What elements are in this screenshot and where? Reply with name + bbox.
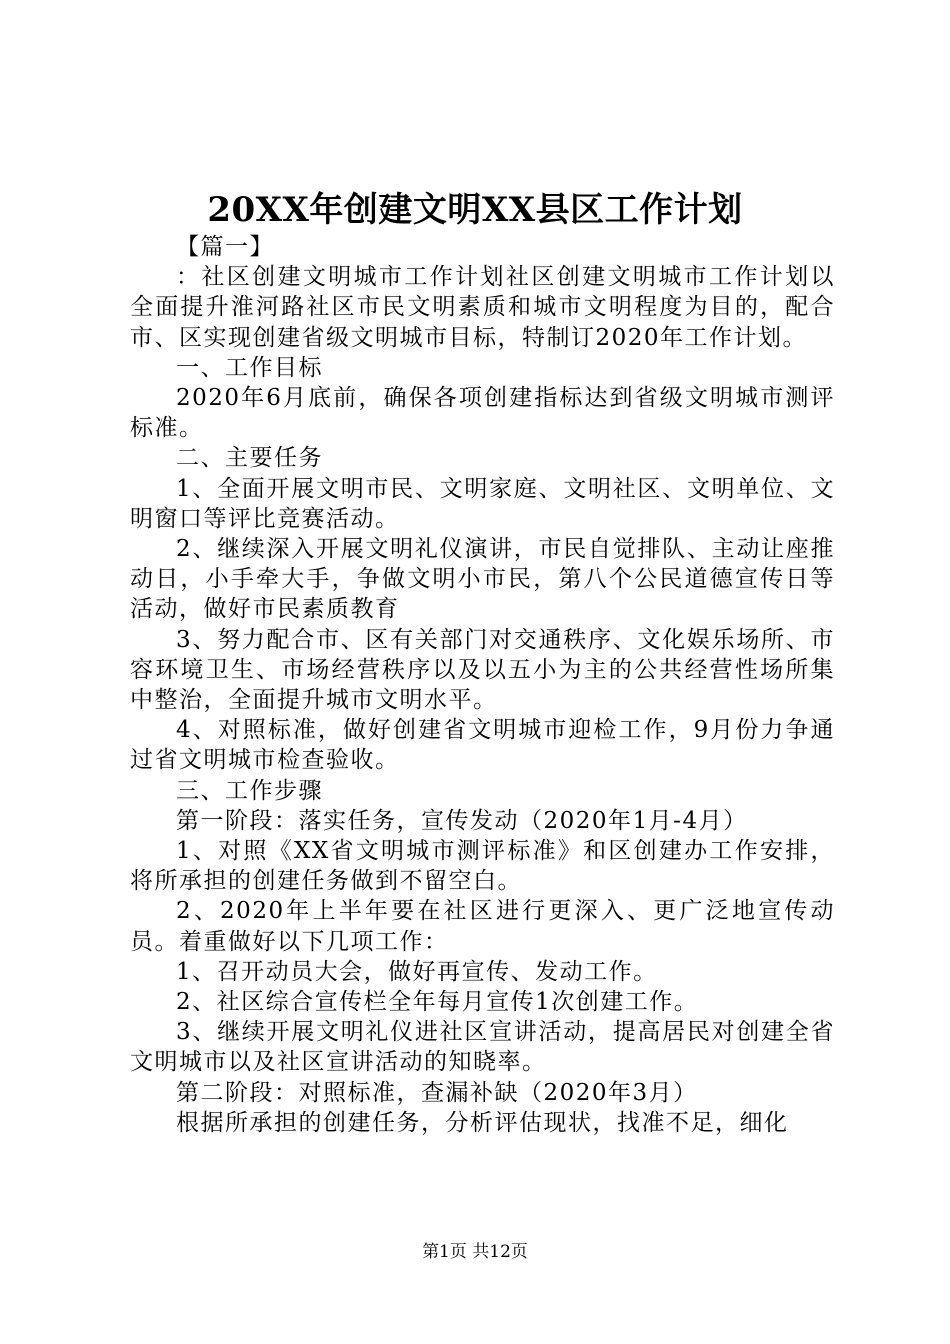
- paragraph-task-2: 2、继续深入开展文明礼仪演讲，市民自觉排队、主动让座推动日，小手牵大手，争做文明小市民，第八个公民道德宣传日等活动，做好市民素质教育: [130, 536, 835, 623]
- paragraph-stage-1-item-2: 2、2020年上半年要在社区进行更深入、更广泛地宣传动员。着重做好以下几项工作：: [130, 898, 835, 955]
- page-number-footer: 第1页 共12页: [422, 1242, 528, 1262]
- document-body: [130, 232, 835, 1138]
- paragraph-goal: 2020年6月底前，确保各项创建指标达到省级文明城市测评标准。: [130, 385, 835, 442]
- paragraph-intro: ：社区创建文明城市工作计划社区创建文明城市工作计划以全面提升淮河路社区市民文明素质和城市文明程度为目的，配合市、区实现创建省级文明城市目标，特制订2020年工作计划。: [130, 264, 835, 351]
- paragraph-stage-1: 第一阶段：落实任务，宣传发动（2020年1月-4月）: [176, 807, 748, 834]
- paragraph-section-label: 【篇一】: [176, 234, 274, 260]
- heading-work-goals: 一、工作目标: [176, 354, 323, 381]
- heading-main-tasks: 二、主要任务: [176, 445, 323, 472]
- heading-work-steps: 三、工作步骤: [176, 777, 323, 804]
- paragraph-sub-item-1: 1、召开动员大会，做好再宣传、发动工作。: [176, 958, 658, 985]
- paragraph-task-3: 3、努力配合市、区有关部门对交通秩序、文化娱乐场所、市容环境卫生、市场经营秩序以及以五小为主的公共经营性场所集中整治，全面提升城市文明水平。: [130, 626, 835, 714]
- paragraph-task-1: 1、全面开展文明市民、文明家庭、文明社区、文明单位、文明窗口等评比竞赛活动。: [130, 475, 835, 532]
- paragraph-sub-item-3: 3、继续开展文明礼仪进社区宣讲活动，提高居民对创建全省文明城市以及社区宣讲活动的知晓率。: [130, 1019, 835, 1076]
- paragraph-task-4: 4、对照标准，做好创建省文明城市迎检工作，9月份力争通过省文明城市检查验收。: [130, 717, 835, 774]
- paragraph-stage-1-item-1: 1、对照《XX省文明城市测评标准》和区创建办工作安排，将所承担的创建任务做到不留空白。: [130, 838, 835, 895]
- paragraph-sub-item-2: 2、社区综合宣传栏全年每月宣传1次创建工作。: [176, 989, 699, 1016]
- paragraph-stage-2: 第二阶段：对照标准，查漏补缺（2020年3月）: [176, 1079, 698, 1106]
- paragraph-stage-2-text: 根据所承担的创建任务，分析评估现状，找准不足，细化: [176, 1109, 789, 1136]
- document-title: 20XX年创建文明XX县区工作计划: [207, 190, 743, 230]
